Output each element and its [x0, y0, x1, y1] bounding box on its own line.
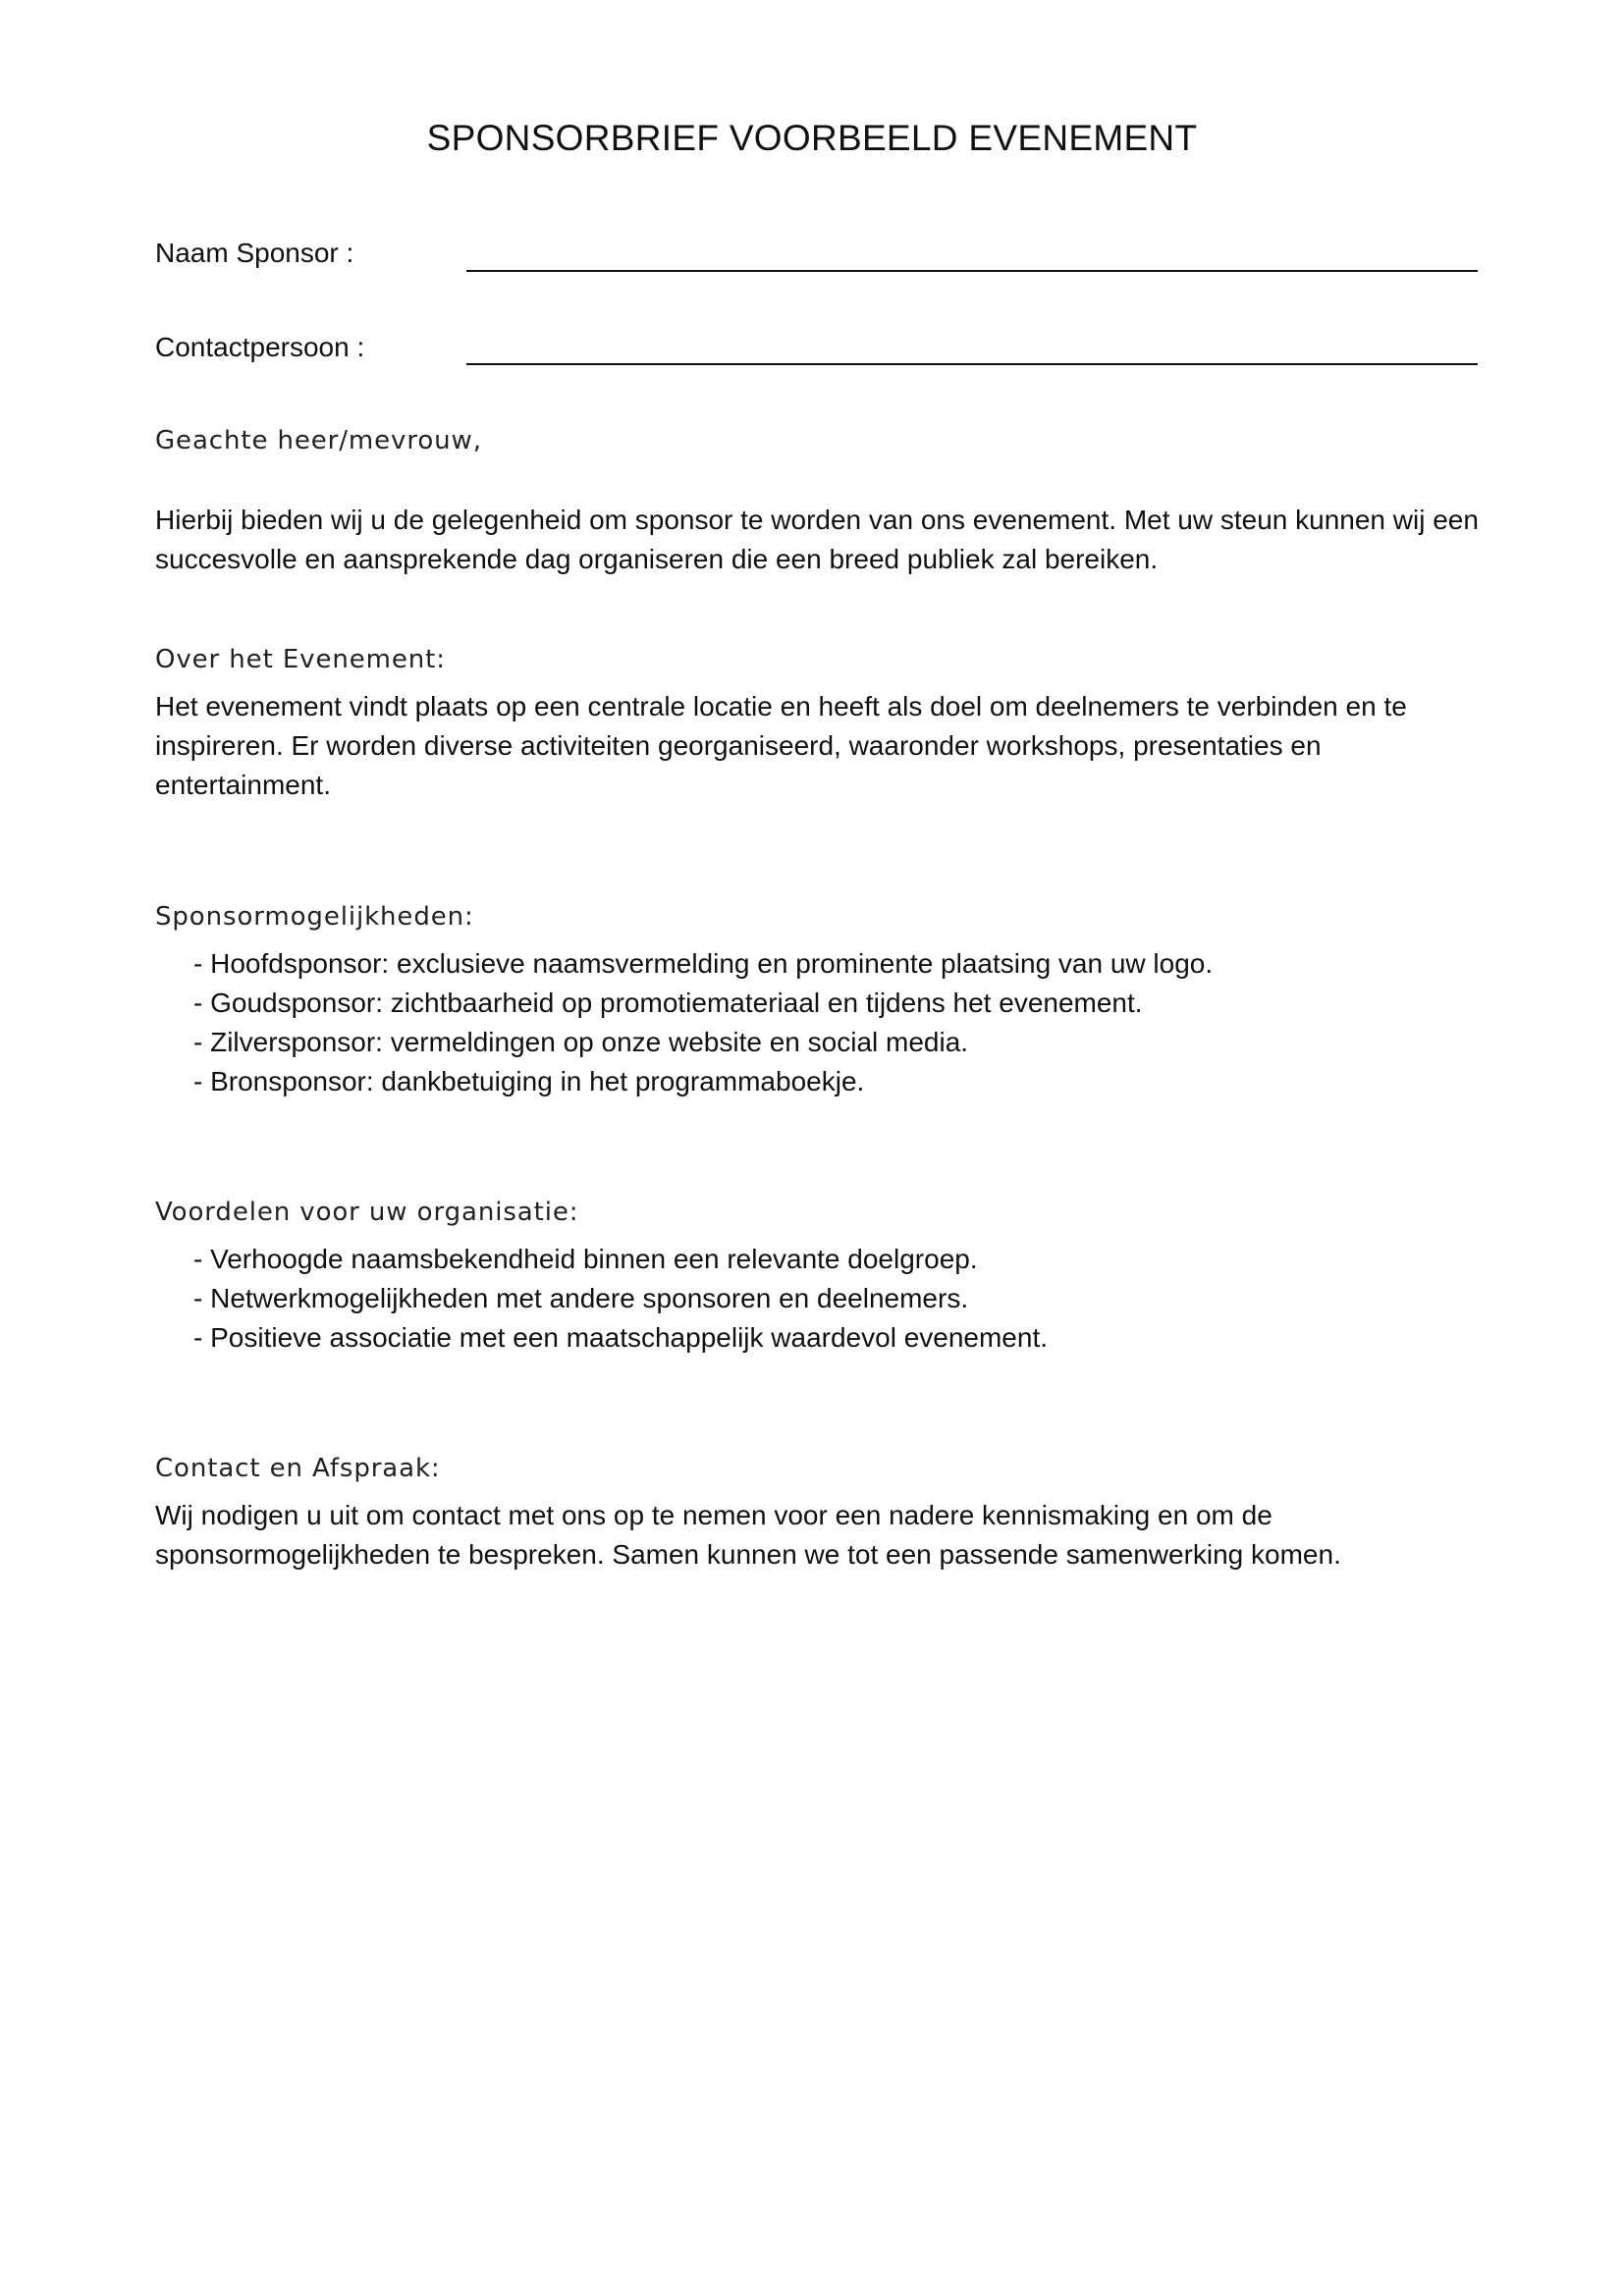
sponsor-section-heading: Sponsormogelijkheden:	[155, 902, 474, 932]
contact-section-heading: Contact en Afspraak:	[155, 1454, 441, 1483]
contact-person-field[interactable]	[466, 363, 1478, 365]
sponsor-options-list	[193, 944, 1213, 1101]
list-item: - Netwerkmogelijkheden met andere sponsoren en deelnemers.	[193, 1283, 969, 1313]
list-item: - Verhoogde naamsbekendheid binnen een relevante doelgroep.	[193, 1244, 978, 1274]
sponsor-name-label: Naam Sponsor :	[155, 238, 354, 268]
contact-person-label: Contactpersoon :	[155, 332, 365, 362]
salutation: Geachte heer/mevrouw,	[155, 426, 482, 455]
benefits-section-heading: Voordelen voor uw organisatie:	[155, 1198, 579, 1227]
sponsor-name-field[interactable]	[466, 270, 1478, 272]
event-section-text: Het evenement vindt plaats op een centrale locatie en heeft als doel om deelnemers te verbinden en te inspireren. Er worden diverse activiteiten georganiseerd, waaronder workshops, presentaties en entertainment.	[155, 691, 1407, 800]
list-item: - Positieve associatie met een maatschappelijk waardevol evenement.	[193, 1322, 1049, 1353]
list-item: - Bronsponsor: dankbetuiging in het programmaboekje.	[193, 1066, 865, 1096]
list-item: - Hoofdsponsor: exclusieve naamsvermelding en prominente plaatsing van uw logo.	[193, 948, 1214, 979]
event-section-heading: Over het Evenement:	[155, 645, 446, 674]
benefits-list	[193, 1240, 1048, 1358]
page-title: SPONSORBRIEF VOORBEELD EVENEMENT	[426, 118, 1198, 158]
contact-section-text: Wij nodigen u uit om contact met ons op te nemen voor een nadere kennismaking en om de sponsormogelijkheden te bespreken. Samen kunnen we tot een passende samenwerking komen.	[155, 1500, 1341, 1570]
intro-paragraph: Hierbij bieden wij u de gelegenheid om sponsor te worden van ons evenement. Met uw steun kunnen wij een succesvolle en aansprekende dag organiseren die een breed publiek zal bereiken.	[155, 505, 1479, 574]
list-item: - Zilversponsor: vermeldingen op onze website en social media.	[193, 1027, 969, 1057]
list-item: - Goudsponsor: zichtbaarheid op promotiemateriaal en tijdens het evenement.	[193, 988, 1143, 1018]
